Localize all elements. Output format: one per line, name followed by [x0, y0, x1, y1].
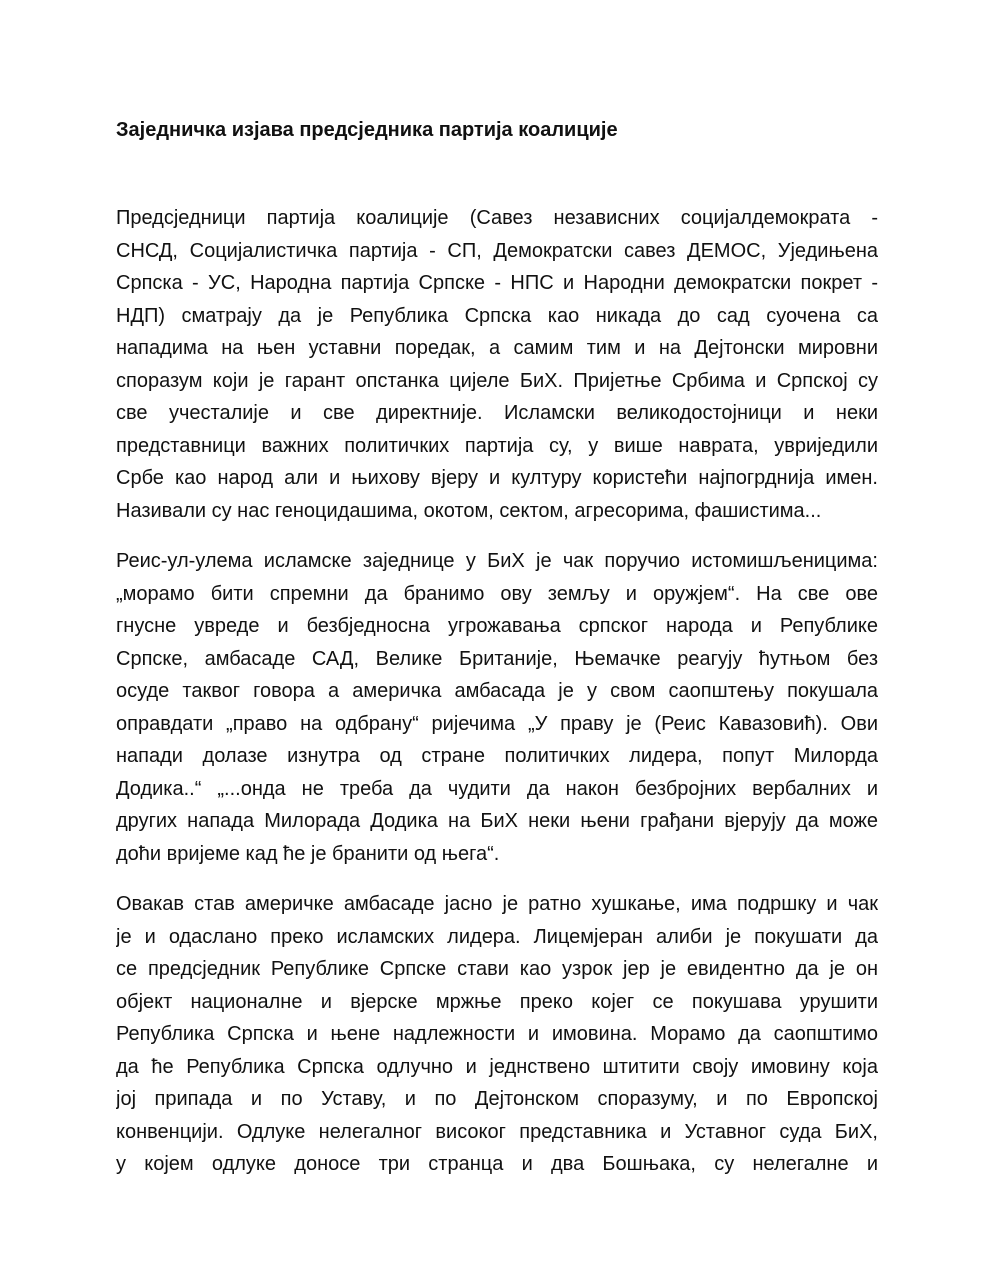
text-line: доћи вријеме кад ће је бранити од њега“.: [116, 842, 500, 865]
text-line: да ће Република Српска одлучно и једнствено штитити своју имовину која: [116, 1055, 878, 1078]
text-line: све учесталије и све директније. Исламски великодостојници и неки: [116, 402, 878, 424]
paragraph: [116, 888, 878, 1181]
text-line: нападима на њен уставни поредак, а самим тим и на Дејтонски мировни: [116, 337, 878, 359]
text-line: НДП) сматрају да је Република Српска као никада до сад суочена са: [116, 304, 878, 327]
text-line: споразум који је гарант опстанка цијеле БиХ. Пријетње Србима и Српској су: [116, 369, 878, 392]
text-line: Српска - УС, Народна партија Српске - НПС и Народни демократски покрет -: [116, 272, 878, 294]
text-line: СНСД, Социјалистичка партија - СП, Демократски савез ДЕМОС, Уједињена: [116, 239, 878, 262]
text-line: других напада Милорада Додика на БиХ неки њени грађани вјерују да може: [116, 810, 878, 832]
text-line: се предсједник Републике Српске стави као узрок јер је евидентно да је он: [116, 958, 878, 980]
text-line: представници важних политичких партија су, у више наврата, увриједили: [116, 434, 878, 457]
text-line: Република Српска и њене надлежности и имовина. Морамо да саопштимо: [116, 1023, 878, 1045]
text-line: осуде таквог говора а америчка амбасада је у свом саопштењу покушала: [116, 680, 878, 702]
text-line: јој припада и по Уставу, и по Дејтонском споразуму, и по Европској: [116, 1088, 878, 1110]
text-line: је и одаслано преко исламских лидера. Лицемјеран алиби је покушати да: [116, 925, 878, 948]
text-line: „морамо бити спремни да бранимо ову земљу и оружјем“. На све ове: [116, 582, 878, 605]
text-line: Српске, амбасаде САД, Велике Британије, Њемачке реагују ћутњом без: [116, 647, 878, 670]
text-line: Називали су нас геноцидашима, окотом, сектом, агресорима, фашистима...: [116, 499, 822, 522]
text-line: Овакав став америчке амбасаде јасно је ратно хушкање, има подршку и чак: [116, 893, 878, 915]
document-title: Заједничка изјава предсједника партија коалиције: [116, 119, 618, 141]
text-line: Реис-ул-улема исламске заједнице у БиХ је чак поручио истомишљеницима:: [116, 550, 878, 572]
text-line: Додика..“ „...онда не треба да чудити да након безбројних вербалних и: [116, 777, 878, 800]
text-line: Србе као народ али и њихову вјеру и културу користећи најпогрднија имен.: [116, 467, 878, 489]
text-line: објект националне и вјерске мржње преко којег се покушава урушити: [116, 990, 878, 1013]
paragraph: [116, 202, 878, 527]
document-body: [116, 202, 878, 1199]
text-line: оправдати „право на одбрану“ ријечима „У праву је (Реис Кавазовић). Ови: [116, 712, 878, 735]
text-line: гнусне увреде и безбједносна угрожавања српског народа и Републике: [116, 615, 878, 637]
text-line: напади долазе изнутра од стране политичких лидера, попут Милорда: [116, 745, 878, 767]
text-line: конвенцији. Одлуке нелегалног високог представника и Уставног суда БиХ,: [116, 1120, 878, 1143]
paragraph: [116, 545, 878, 870]
text-line: Предсједници партија коалиције (Савез независних социјалдемократа -: [116, 207, 878, 229]
text-line: у којем одлуке доносе три странца и два Бошњака, су нелегалне и: [116, 1153, 878, 1175]
